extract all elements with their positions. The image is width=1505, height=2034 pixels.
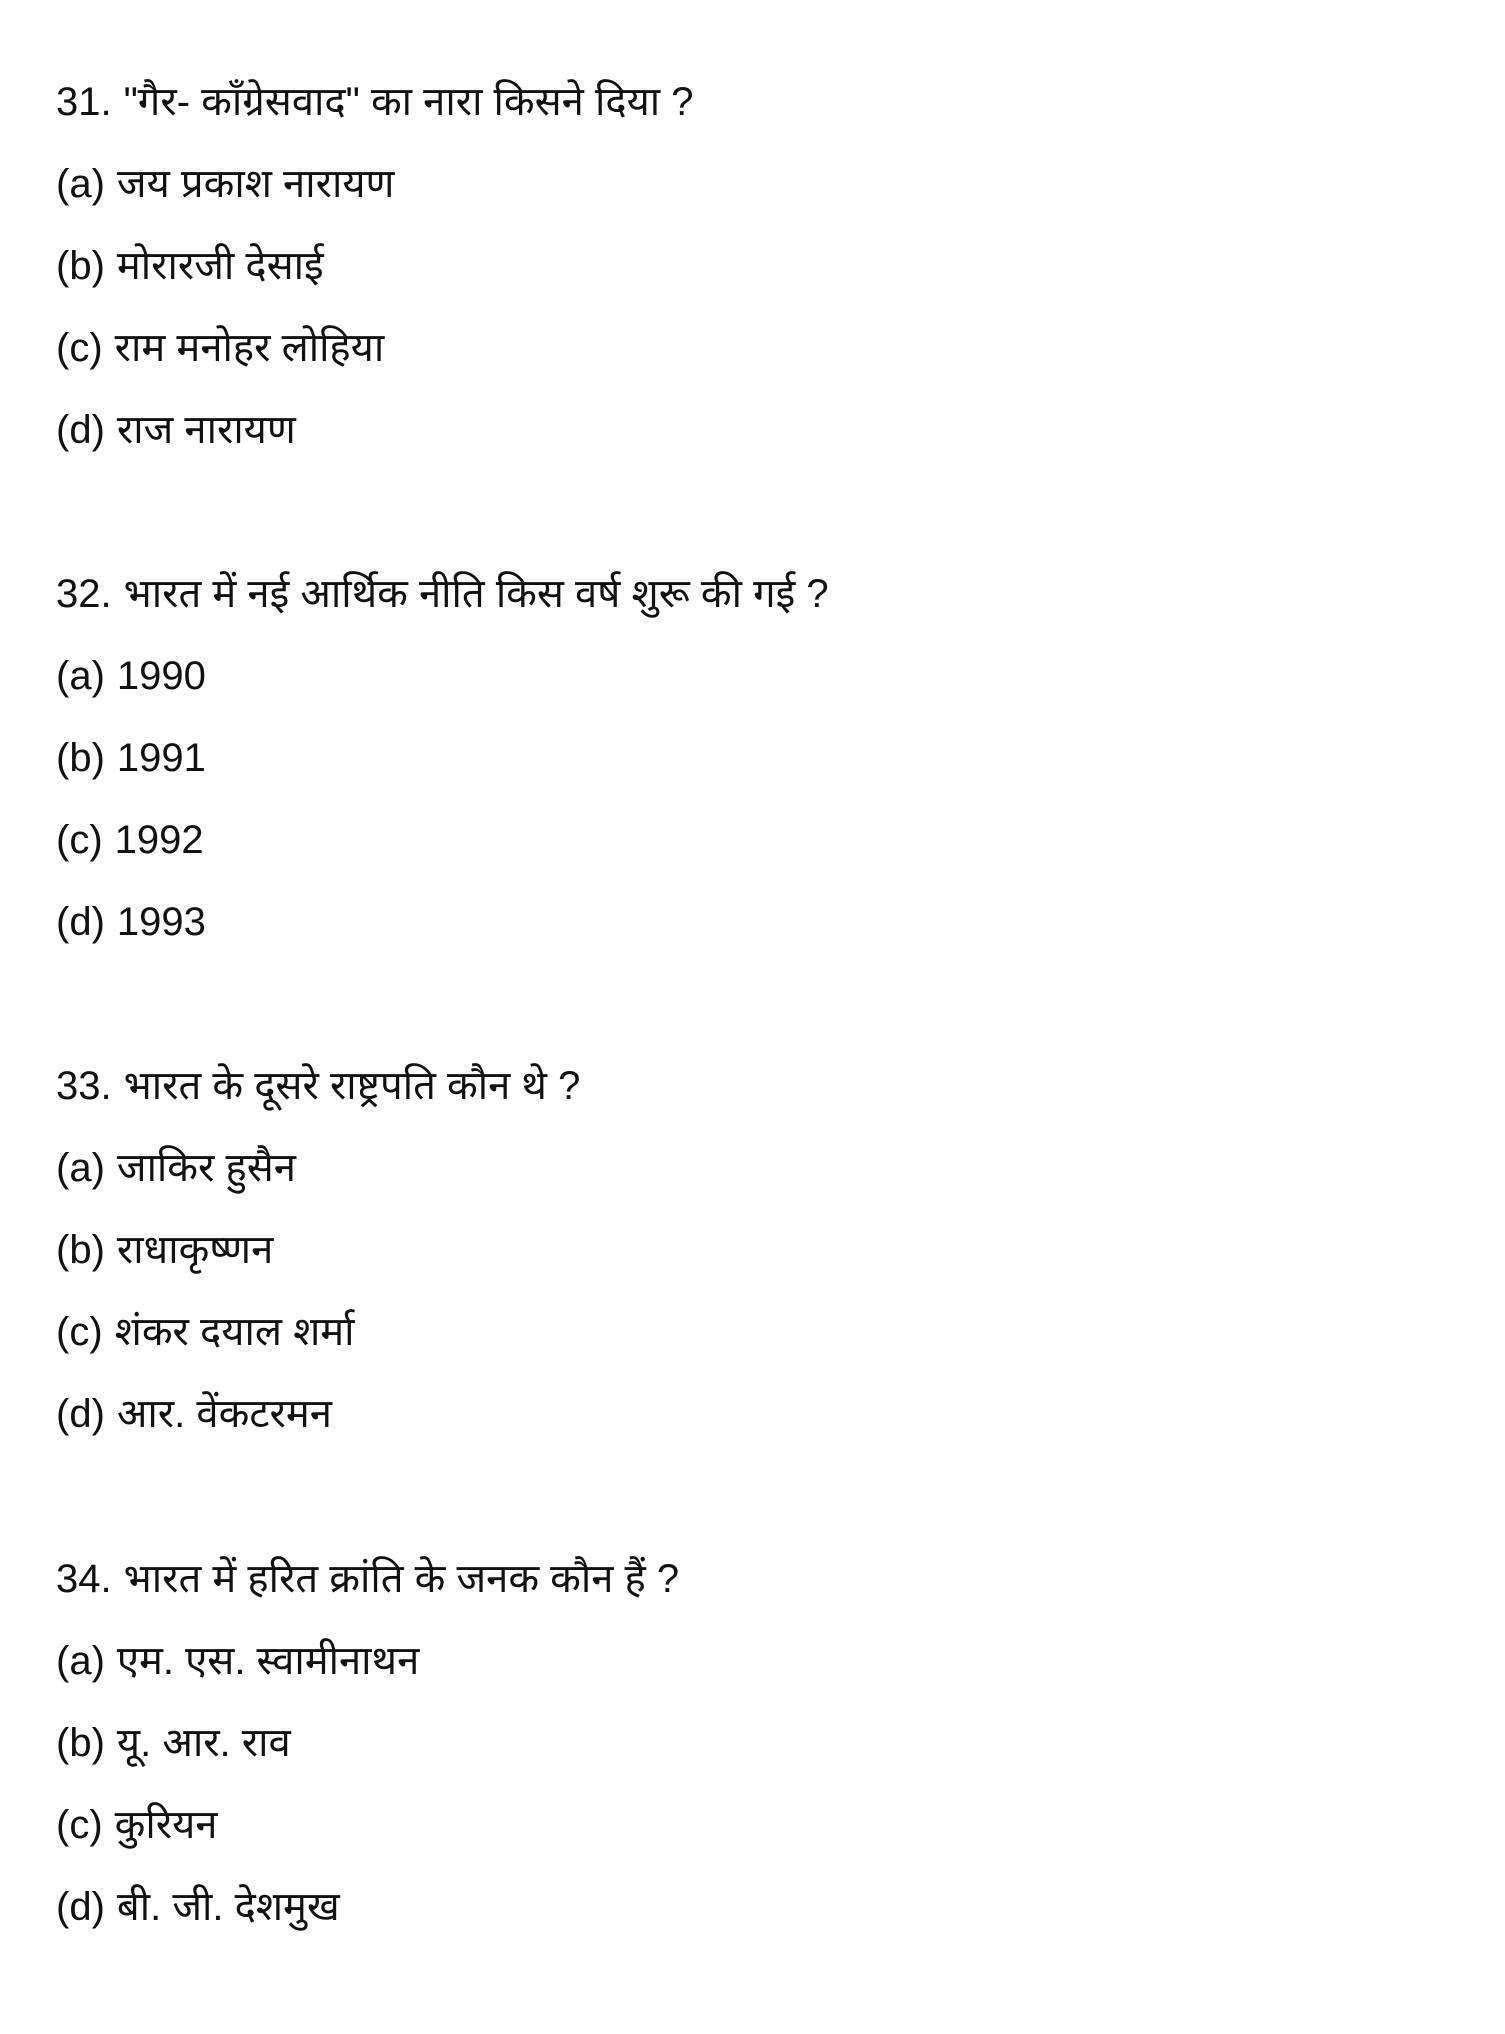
option-text: आर. वेंकटरमन (116, 1392, 332, 1436)
option-text: 1992 (114, 818, 204, 862)
option-d (56, 895, 829, 977)
option-text: राज नारायण (116, 408, 296, 452)
option-b (56, 731, 829, 813)
option-text: शंकर दयाल शर्मा (114, 1310, 355, 1354)
question-text (56, 567, 829, 649)
option-label: (b) (56, 736, 105, 780)
option-label: (d) (56, 408, 105, 452)
option-text: 1991 (116, 736, 206, 780)
question-number: 31. (56, 80, 112, 124)
option-label: (a) (56, 1146, 105, 1190)
option-label: (b) (56, 244, 105, 288)
option-b (56, 1716, 679, 1798)
question-stem: भारत के दूसरे राष्ट्रपति कौन थे ? (123, 1064, 581, 1108)
option-a (56, 649, 829, 731)
question-block (56, 1059, 580, 1469)
question-number: 32. (56, 572, 112, 616)
option-text: मोरारजी देसाई (116, 244, 324, 288)
question-number: 34. (56, 1557, 112, 1601)
option-c (56, 813, 829, 895)
option-text: राधाकृष्णन (116, 1228, 274, 1272)
option-c (56, 1305, 580, 1387)
option-label: (c) (56, 1803, 103, 1847)
option-label: (c) (56, 818, 103, 862)
option-d (56, 403, 694, 485)
question-stem: भारत में नई आर्थिक नीति किस वर्ष शुरू की गई ? (123, 572, 829, 616)
option-label: (a) (56, 654, 105, 698)
option-label: (c) (56, 326, 103, 370)
option-c (56, 1798, 679, 1880)
option-label: (c) (56, 1310, 103, 1354)
option-label: (a) (56, 162, 105, 206)
option-a (56, 1141, 580, 1223)
option-label: (d) (56, 900, 105, 944)
option-text: कुरियन (114, 1803, 218, 1847)
option-d (56, 1880, 679, 1962)
option-text: एम. एस. स्वामीनाथन (116, 1639, 420, 1683)
option-d (56, 1387, 580, 1469)
option-b (56, 239, 694, 321)
option-label: (a) (56, 1639, 105, 1683)
question-stem: "गैर- काँग्रेसवाद" का नारा किसने दिया ? (123, 80, 694, 124)
option-label: (b) (56, 1228, 105, 1272)
option-label: (b) (56, 1721, 105, 1765)
question-block (56, 1552, 679, 1962)
option-label: (d) (56, 1392, 105, 1436)
question-text (56, 75, 694, 157)
option-c (56, 321, 694, 403)
option-b (56, 1223, 580, 1305)
option-a (56, 157, 694, 239)
option-text: 1993 (116, 900, 206, 944)
option-text: 1990 (116, 654, 206, 698)
question-block (56, 75, 694, 485)
option-text: यू. आर. राव (116, 1721, 291, 1765)
question-text (56, 1552, 679, 1634)
option-text: बी. जी. देशमुख (116, 1885, 340, 1929)
question-number: 33. (56, 1064, 112, 1108)
question-text (56, 1059, 580, 1141)
question-block (56, 567, 829, 977)
option-text: जाकिर हुसैन (116, 1146, 296, 1190)
question-stem: भारत में हरित क्रांति के जनक कौन हैं ? (123, 1557, 680, 1601)
option-text: राम मनोहर लोहिया (114, 326, 385, 370)
option-text: जय प्रकाश नारायण (116, 162, 395, 206)
option-label: (d) (56, 1885, 105, 1929)
option-a (56, 1634, 679, 1716)
